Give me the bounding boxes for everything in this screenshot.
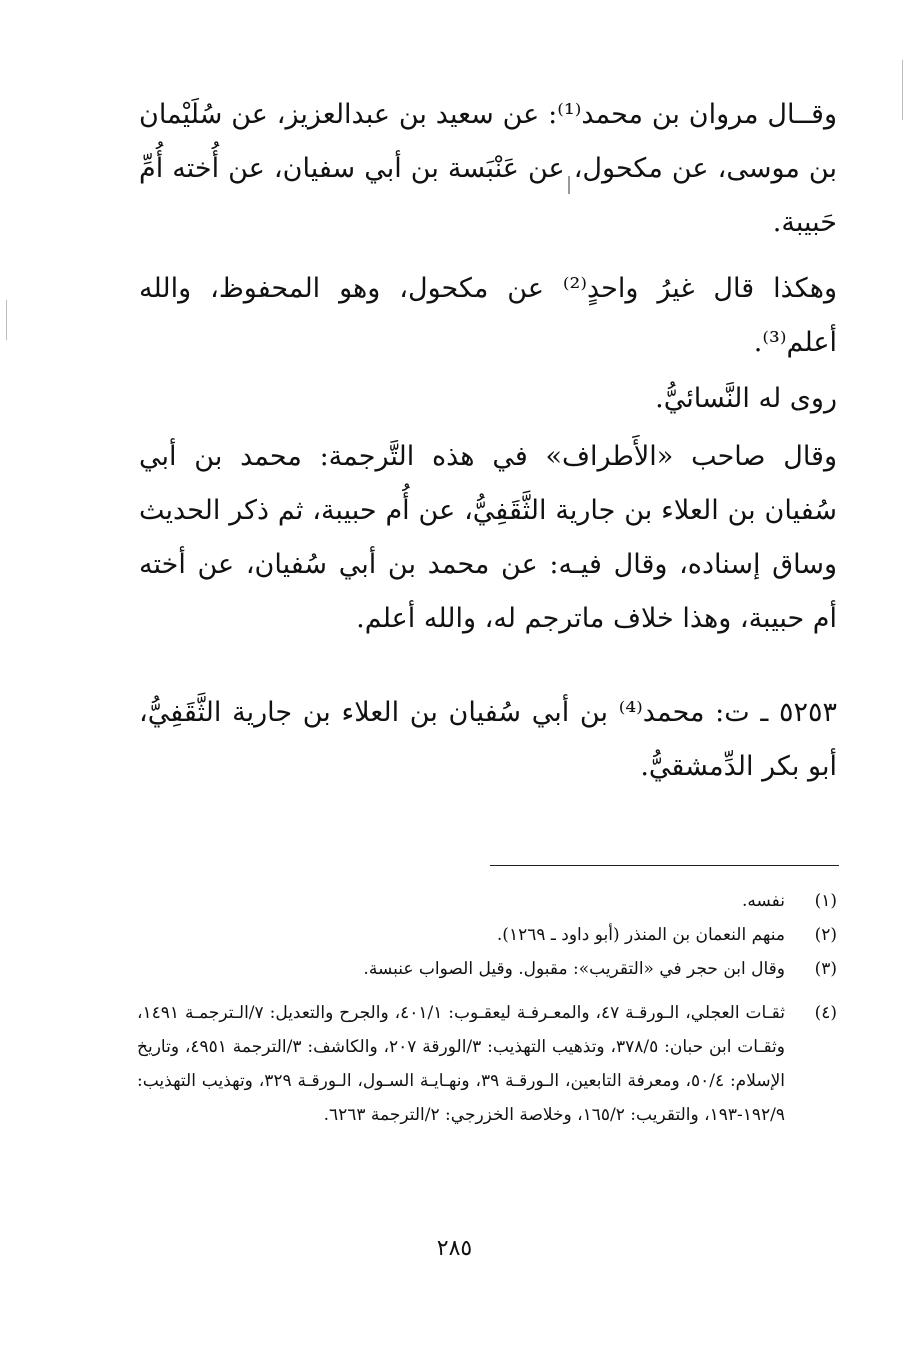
paragraph-nasai: روى له النَّسائيُّ. bbox=[655, 383, 837, 414]
footnote-number: (٤) bbox=[814, 1003, 837, 1023]
footnote-number: (٣) bbox=[814, 959, 837, 979]
footnote-item bbox=[137, 884, 837, 918]
footnotes-section bbox=[137, 884, 837, 1132]
footnote-item bbox=[137, 952, 837, 986]
paragraph-makhul-note: وهكذا قال غيرُ واحدٍ⁽²⁾ عن مكحول، وهو المحفوظ، والله أعلم⁽³⁾. bbox=[139, 273, 837, 358]
footnote-number: (١) bbox=[814, 891, 837, 911]
paragraph-marwan-narration: وقــال مروان بن محمد⁽¹⁾: عن سعيد بن عبدالعزيز، عن سُلَيْمان بن موسى، عن مكحول، عن عَنْبَسة بن أبي سفيان، عن أُخته أُمِّ حَبيبة. bbox=[139, 99, 837, 238]
footnote-number: (٢) bbox=[814, 925, 837, 945]
footnote-text: نفسه. bbox=[741, 891, 785, 911]
scan-edge-mark bbox=[6, 300, 7, 340]
footnote-divider bbox=[490, 865, 839, 866]
footnote-text: ثقـات العجلي، الـورقـة ٤٧، والمعـرفـة ليعقـوب: ٤٠١/١، والجرح والتعديل: ٧/الـترجمـة ١٤٩١، وثقـات ابن حبان: ٣٧٨/٥، وتذهيب التهذيب: ٣/الورقة ٢٠٧، والكاشف: ٣/الترجمة ٤٩٥١، وتاريخ الإسلام: ٥٠/٤، ومعرفة التابعين، الـورقـة ٣٩، ونهـايـة السـول، الـورقـة ٣٢٩، وتهذيب التهذيب: ١٩٢/٩-١٩٣، والتقريب: ١٦٥/٢، وخلاصة الخزرجي: ٢/الترجمة ٦٢٦٣. bbox=[137, 1003, 785, 1125]
entry-heading-5253: ٥٢٥٣ ـ ت: محمد⁽⁴⁾ بن أبي سُفيان بن العلاء بن جارية الثَّقَفِيُّ، أبو بكر الدِّمشقيُّ. bbox=[139, 697, 837, 782]
footnote-text: وقال ابن حجر في «التقريب»: مقبول. وقيل الصواب عنبسة. bbox=[363, 959, 785, 979]
page-number: ٢٨٥ bbox=[436, 1236, 473, 1261]
footnote-item bbox=[137, 918, 837, 952]
footnote-item bbox=[137, 996, 837, 1132]
scan-edge-mark bbox=[902, 60, 903, 120]
paragraph-atraf-comment: وقال صاحب «الأَطراف» في هذه التَّرجمة: محمد بن أبي سُفيان بن العلاء بن جارية الثَّقَفِيُّ، عن أُم حبيبة، ثم ذكر الحديث وساق إسناده، وقال فيـه: عن محمد بن أبي سُفيان، عن أخته أم حبيبة، وهذا خلاف ماترجم له، والله أعلم. bbox=[139, 441, 837, 634]
footnote-text: منهم النعمان بن المنذر (أبو داود ـ ١٢٦٩). bbox=[496, 925, 785, 945]
